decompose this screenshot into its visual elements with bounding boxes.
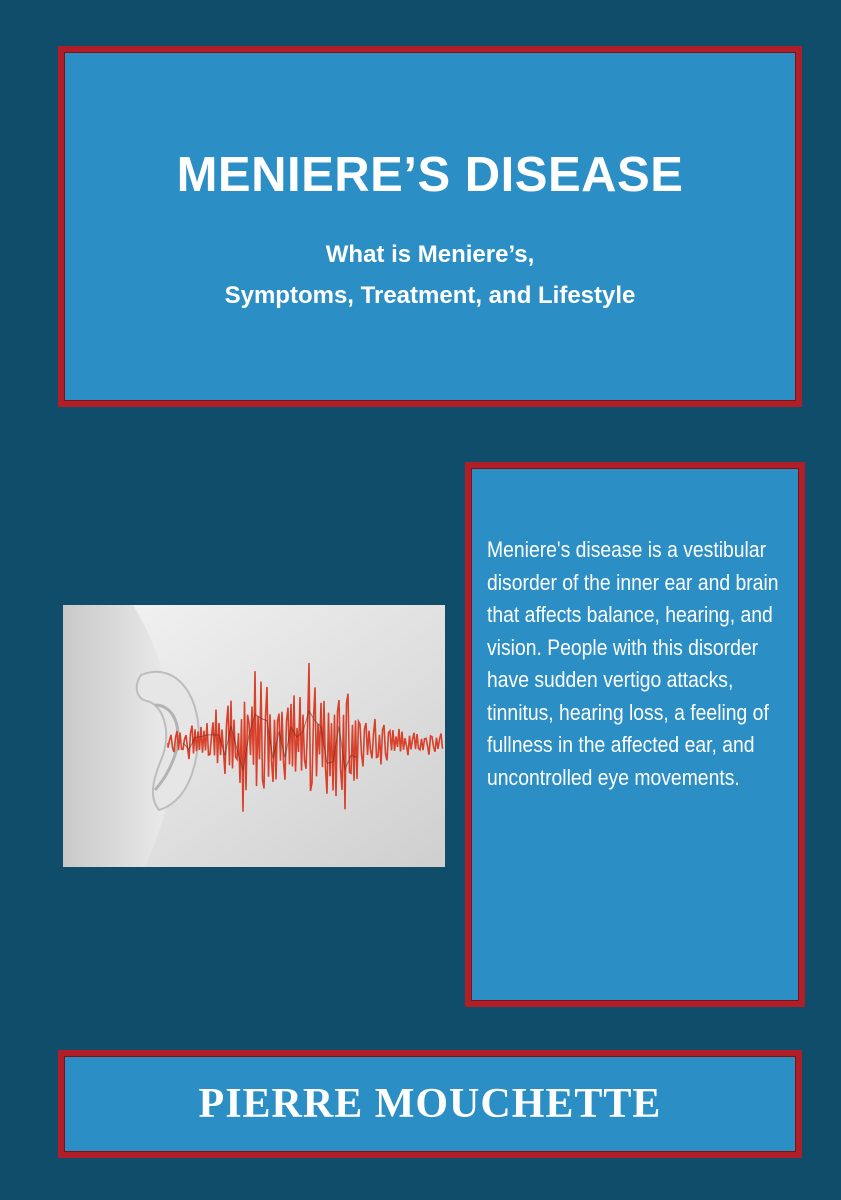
subtitle-line-1: What is Meniere’s, xyxy=(325,241,535,268)
book-subtitle xyxy=(64,234,796,316)
description-panel xyxy=(465,462,805,1007)
author-panel xyxy=(58,1050,802,1158)
title-panel xyxy=(58,46,802,407)
ear-soundwave-image xyxy=(63,605,445,867)
book-title: MENIERE’S DISEASE xyxy=(176,148,684,202)
author-name: PIERRE MOUCHETTE xyxy=(198,1081,662,1127)
subtitle-line-2: Symptoms, Treatment, and Lifestyle xyxy=(224,282,636,309)
description-text: Meniere's disease is a vestibular disorder of the inner ear and brain that affects balance, hearing, and vision. People with this disorder have sudden vertigo attacks, tinnitus, hearing loss, a feeling of fullness in the affected ear, and uncontrolled eye movements. xyxy=(487,537,779,790)
